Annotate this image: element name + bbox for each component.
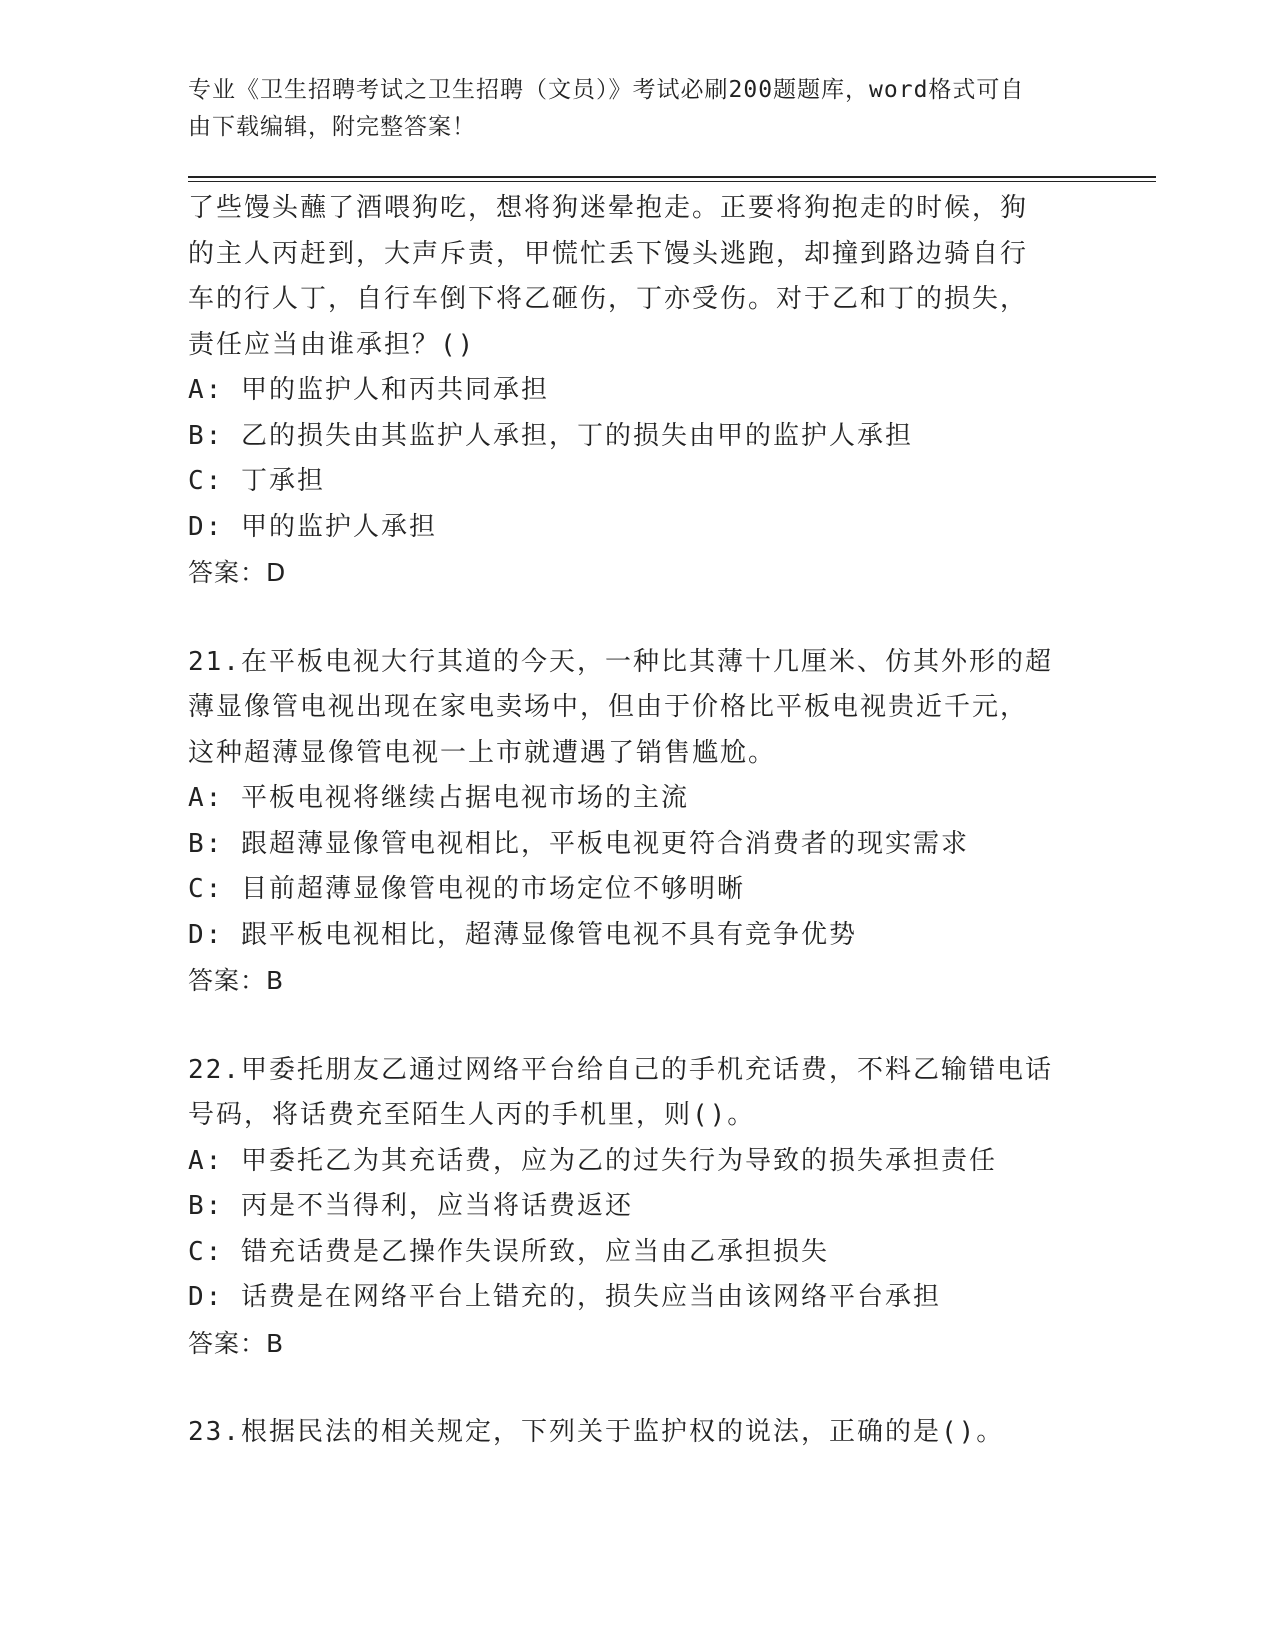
question-text-line: 22.甲委托朋友乙通过网络平台给自己的手机充话费，不料乙输错电话 [188,1054,1053,1085]
option-c: C: 目前超薄显像管电视的市场定位不够明晰 [188,874,745,904]
question-text-line: 了些馒头蘸了酒喂狗吃，想将狗迷晕抱走。正要将狗抱走的时候，狗 [188,193,1029,223]
header-line-1: 专业《卫生招聘考试之卫生招聘（文员）》考试必刷200题题库，word格式可自 [188,77,1025,103]
option-a: A: 甲的监护人和丙共同承担 [188,375,549,405]
option-d: D: 话费是在网络平台上错充的，损失应当由该网络平台承担 [188,1282,941,1312]
option-a: A: 平板电视将继续占据电视市场的主流 [188,783,689,813]
option-b: B: 丙是不当得利，应当将话费返还 [188,1191,633,1221]
question-text-line: 薄显像管电视出现在家电卖场中，但由于价格比平板电视贵近千元， [188,692,1029,722]
question-text-line: 23.根据民法的相关规定，下列关于监护权的说法，正确的是()。 [188,1417,1005,1447]
question-spacer [188,1366,1088,1410]
question-text-line: 号码，将话费充至陌生人丙的手机里，则()。 [188,1100,756,1130]
option-a: A: 甲委托乙为其充话费，应为乙的过失行为导致的损失承担责任 [188,1145,997,1176]
question-spacer [188,596,1088,640]
option-d: D: 跟平板电视相比，超薄显像管电视不具有竞争优势 [188,919,857,950]
answer-line: 答案：B [188,1328,285,1358]
question-21 [188,640,1088,1004]
question-text-line: 这种超薄显像管电视一上市就遭遇了销售尴尬。 [188,737,777,768]
question-text-line: 的主人丙赶到，大声斥责，甲慌忙丢下馒头逃跑，却撞到路边骑自行 [188,238,1029,269]
option-b: B: 跟超薄显像管电视相比，平板电视更符合消费者的现实需求 [188,828,969,859]
header-rule-thin [188,181,1156,182]
page-header [188,72,1068,146]
question-text-line: 21.在平板电视大行其道的今天，一种比其薄十几厘米、仿其外形的超 [188,646,1053,677]
option-c: C: 丁承担 [188,466,325,496]
option-d: D: 甲的监护人承担 [188,511,437,542]
question-22 [188,1048,1088,1367]
option-b: B: 乙的损失由其监护人承担，丁的损失由甲的监护人承担 [188,420,913,451]
header-rule-thick [188,176,1156,178]
answer-line: 答案：D [188,558,287,587]
question-20 [188,186,1088,596]
answer-line: 答案：B [188,966,285,995]
question-spacer [188,1004,1088,1048]
question-text-line: 车的行人丁，自行车倒下将乙砸伤，丁亦受伤。对于乙和丁的损失， [188,284,1029,314]
question-content [188,186,1088,1456]
question-23 [188,1410,1088,1456]
question-text-line: 责任应当由谁承担？() [188,329,476,360]
option-c: C: 错充话费是乙操作失误所致，应当由乙承担损失 [188,1236,829,1267]
header-line-2: 由下载编辑，附完整答案！ [188,114,476,140]
